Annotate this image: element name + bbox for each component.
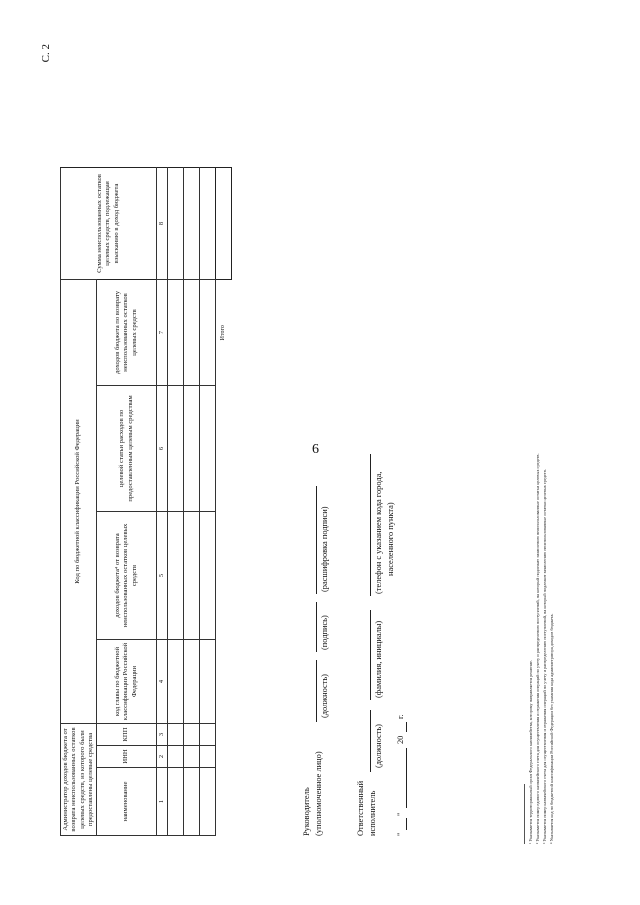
- date-year-line: [406, 722, 407, 732]
- head-decode-caption: (расшифровка подписи): [320, 506, 329, 592]
- resp-phone-caption-2: населенного пункта): [386, 502, 395, 576]
- table-row: [168, 168, 184, 836]
- header-sum: Сумма неиспользованных остатков целевых средств, подлежащая взысканию в доход бюджета: [61, 168, 157, 280]
- head-sign-caption: (подпись): [320, 615, 329, 650]
- refund-table: [60, 167, 232, 836]
- date-quote-open: ": [396, 832, 405, 836]
- table-row: [200, 168, 216, 836]
- col-num: 3: [157, 724, 168, 746]
- resp-label-1: Ответственный: [356, 780, 365, 836]
- date-year-suffix: г.: [396, 714, 405, 719]
- footnote-2: ² Указывается номер единого казначейского счета для осуществления и отражения операций по учету и распределению поступлений, на который подлежит зачислению неиспользованные остатки целевых средств.: [535, 453, 540, 844]
- col-num: 7: [157, 280, 168, 386]
- head-position-line: [316, 660, 317, 722]
- col-num: 4: [157, 640, 168, 724]
- resp-phone-line: [370, 454, 371, 596]
- total-label: Итого: [220, 325, 226, 341]
- col-num: 2: [157, 746, 168, 768]
- col-inn: ИНН: [97, 746, 157, 768]
- footnote-separator: [524, 784, 525, 844]
- col-num: 5: [157, 512, 168, 640]
- head-position-caption: (должность): [320, 674, 329, 718]
- resp-position-caption: (должность): [374, 724, 383, 768]
- footnote-1: ¹ Указывается территориальный орган Федерального казначейства, которому направляется решение.: [528, 660, 533, 844]
- col-num: 8: [157, 168, 168, 280]
- page-number: 6: [312, 442, 319, 457]
- table-row: [184, 168, 200, 836]
- col-num: 6: [157, 386, 168, 512]
- col-kpp: КПП: [97, 724, 157, 746]
- total-cell: [216, 168, 232, 280]
- footnote-3: ³ Указывается номер казначейского счета для осуществления и отражения операций по учету и распределению поступлений, на который подлежит зачислению неиспользованные остатки целевых средств.: [542, 469, 547, 844]
- head-label-2: (уполномоченное лицо): [314, 751, 323, 836]
- rotated-form: [40, 22, 600, 882]
- col-glava: код главы по бюджетной классификации Российской Федерации: [97, 640, 157, 724]
- header-kbk: Код по бюджетной классификации Российской Федерации: [61, 280, 97, 724]
- date-day-line: [406, 818, 407, 830]
- head-decode-line: [316, 486, 317, 594]
- sheet-label: С. 2: [40, 44, 52, 63]
- resp-fio-caption: (фамилия, инициалы): [374, 620, 383, 698]
- date-month-line: [406, 748, 407, 808]
- resp-position-line: [370, 710, 371, 772]
- date-quote-close: ": [396, 812, 405, 816]
- resp-phone-caption-1: (телефон с указанием кода города,: [374, 471, 383, 594]
- date-year-prefix: 20: [396, 735, 405, 744]
- col-name: наименование: [97, 768, 157, 836]
- footnote-4: ⁴ Указывается код по бюджетной классификации Российской Федерации без указания кода администратора доходов бюджета.: [549, 613, 554, 844]
- header-admin: Администратор доходов бюджета от возврата неиспользованных остатков целевых средств, из которого были предоставлены целевые средства: [61, 724, 97, 836]
- col-dohvozvr: доходов бюджета по возврату неиспользованных остатков целевых средств: [97, 280, 157, 386]
- head-sign-line: [316, 602, 317, 652]
- col-celev: целевой статьи расходов по предоставленным целевым средствам: [97, 386, 157, 512]
- resp-fio-line: [370, 610, 371, 700]
- head-label-1: Руководитель: [302, 787, 311, 836]
- resp-label-2: исполнитель: [368, 790, 377, 836]
- col-num: 1: [157, 768, 168, 836]
- col-dohod: доходов бюджета⁴ от возврата неиспользованных остатков целевых средств: [97, 512, 157, 640]
- total-row: [216, 168, 232, 836]
